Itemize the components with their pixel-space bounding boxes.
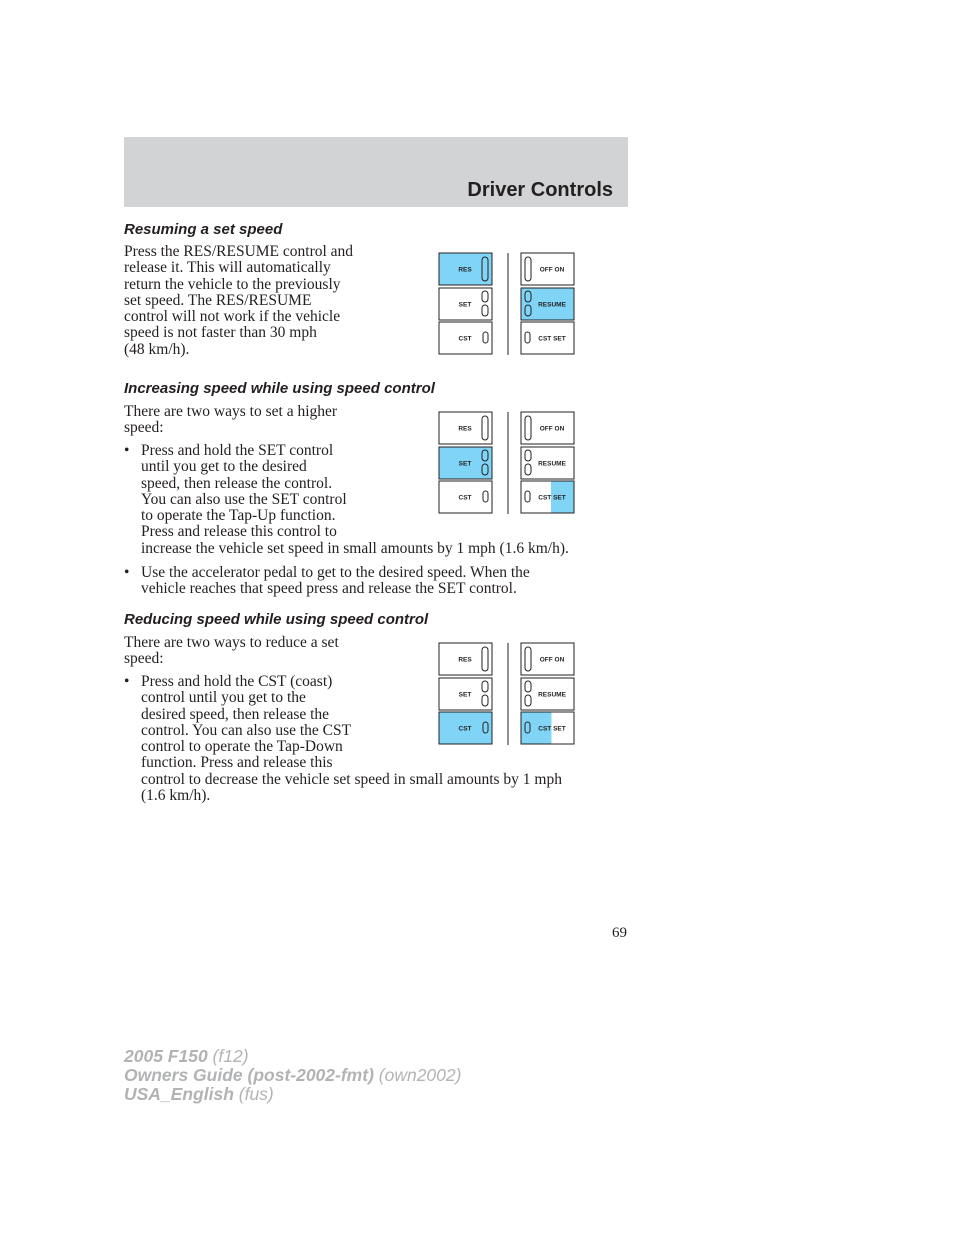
res-label: RES <box>458 425 472 433</box>
text-line: return the vehicle to the previously <box>124 275 341 293</box>
text-line: set speed. The RES/RESUME <box>124 291 312 309</box>
cst-label: CST <box>458 725 472 733</box>
text-line: desired speed, then release the <box>141 705 330 723</box>
set-label: SET <box>458 460 472 468</box>
section-heading-resuming: Resuming a set speed <box>124 221 283 238</box>
resume-label: RESUME <box>538 460 566 468</box>
text-line: vehicle reaches that speed press and release the SET control. <box>141 580 517 598</box>
text-line: Press and release this control to <box>141 523 337 541</box>
bullet-item <box>124 565 624 601</box>
cst-label: CST <box>458 494 472 502</box>
text-line: speed: <box>124 419 164 437</box>
text-line: speed is not faster than 30 mph <box>124 324 317 342</box>
res-label: RES <box>458 266 472 274</box>
speed-control-switch-diagram-set <box>436 409 578 517</box>
text-line: speed, then release the control. <box>141 474 333 492</box>
document-footer <box>124 1047 461 1104</box>
resume-label: RESUME <box>538 301 566 309</box>
footer-model-code: (f12) <box>207 1046 249 1066</box>
text-line: control to operate the Tap-Down <box>141 738 343 756</box>
bullet-dot: • <box>124 673 130 690</box>
text-line: There are two ways to set a higher <box>124 403 338 420</box>
text-line: speed: <box>124 650 164 668</box>
cst-set-label: CST SET <box>538 335 566 343</box>
set-label: SET <box>458 301 472 309</box>
text-line: (48 km/h). <box>124 340 190 358</box>
section-increasing-intro <box>124 404 337 437</box>
off-on-label: OFF ON <box>539 656 565 664</box>
footer-guide: Owners Guide (post-2002-fmt) <box>124 1065 374 1085</box>
bullet-dot: • <box>124 564 130 581</box>
off-on-label: OFF ON <box>539 425 565 433</box>
section-heading-increasing: Increasing speed while using speed control <box>124 380 435 397</box>
footer-guide-code: (own2002) <box>373 1065 462 1085</box>
text-line: control to decrease the vehicle set speed in small amounts by 1 mph <box>141 770 562 788</box>
section-reducing-intro <box>124 635 339 668</box>
bullet-dot: • <box>124 442 130 459</box>
footer-line-model <box>124 1047 461 1066</box>
footer-line-guide <box>124 1066 461 1085</box>
res-label: RES <box>458 656 472 664</box>
footer-model: 2005 F150 <box>124 1046 208 1066</box>
text-line: (1.6 km/h). <box>141 787 211 805</box>
cst-set-label: CST SET <box>538 494 566 502</box>
bullet-text <box>141 565 530 598</box>
header-band <box>124 137 628 207</box>
footer-locale: USA_English <box>124 1084 234 1104</box>
section-heading-reducing: Reducing speed while using speed control <box>124 611 429 628</box>
text-line: Press and hold the SET control <box>141 442 334 459</box>
page-number: 69 <box>612 925 627 941</box>
text-line: until you get to the desired <box>141 458 307 476</box>
text-line: release it. This will automatically <box>124 259 331 277</box>
off-on-label: OFF ON <box>539 266 565 274</box>
speed-control-switch-diagram-resume <box>436 250 578 358</box>
cst-set-label: CST SET <box>538 725 566 733</box>
resume-label: RESUME <box>538 691 566 699</box>
cst-label: CST <box>458 335 472 343</box>
text-line: Press the RES/RESUME control and <box>124 243 354 260</box>
set-label: SET <box>458 691 472 699</box>
footer-locale-code: (fus) <box>233 1084 274 1104</box>
speed-control-switch-diagram-cst <box>436 640 578 748</box>
text-line: function. Press and release this <box>141 754 333 772</box>
text-line: Press and hold the CST (coast) <box>141 673 333 690</box>
text-line: You can also use the SET control <box>141 490 347 508</box>
text-line: increase the vehicle set speed in small amounts by 1 mph (1.6 km/h). <box>141 539 569 557</box>
footer-line-locale <box>124 1085 461 1104</box>
section-resuming-text <box>124 244 353 358</box>
text-line: control until you get to the <box>141 689 306 707</box>
text-line: control. You can also use the CST <box>141 721 352 739</box>
text-line: control will not work if the vehicle <box>124 308 341 326</box>
text-line: There are two ways to reduce a set <box>124 634 339 651</box>
text-line: Use the accelerator pedal to get to the desired speed. When the <box>141 564 530 581</box>
text-line: to operate the Tap-Up function. <box>141 507 336 525</box>
page-title: Driver Controls <box>467 179 613 201</box>
